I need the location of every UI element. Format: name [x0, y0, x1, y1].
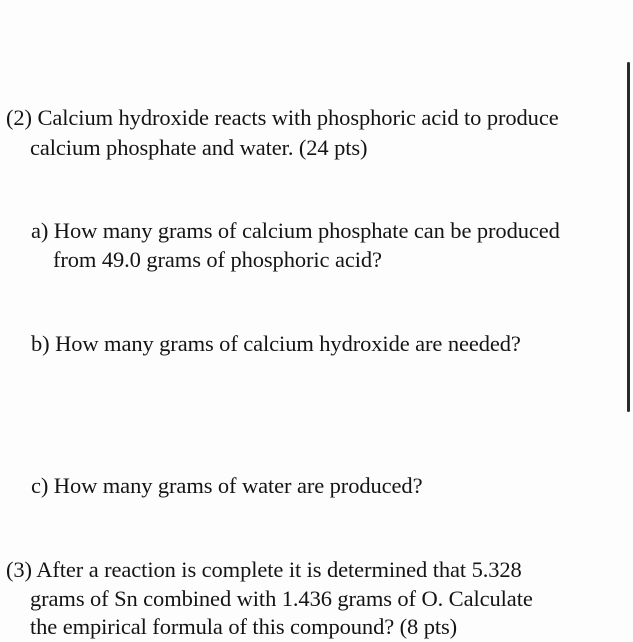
part-b-line-1: b) How many grams of calcium hydroxide are needed?	[31, 331, 521, 356]
problem-2-line-1: (2) Calcium hydroxide reacts with phosphoric acid to produce	[6, 105, 559, 130]
part-c-line-1: c) How many grams of water are produced?	[31, 473, 423, 498]
vertical-scrollbar[interactable]	[627, 62, 630, 412]
problem-2-line-2: calcium phosphate and water. (24 pts)	[30, 135, 368, 160]
part-a-line-2: from 49.0 grams of phosphoric acid?	[53, 247, 382, 272]
part-a-line-1: a) How many grams of calcium phosphate can be produced	[31, 218, 560, 243]
problem-3-line-3: the empirical formula of this compound? (8 pts)	[30, 614, 458, 639]
problem-3-line-2: grams of Sn combined with 1.436 grams of O. Calculate	[30, 586, 533, 611]
problem-3-line-1: (3) After a reaction is complete it is determined that 5.328	[6, 557, 522, 582]
